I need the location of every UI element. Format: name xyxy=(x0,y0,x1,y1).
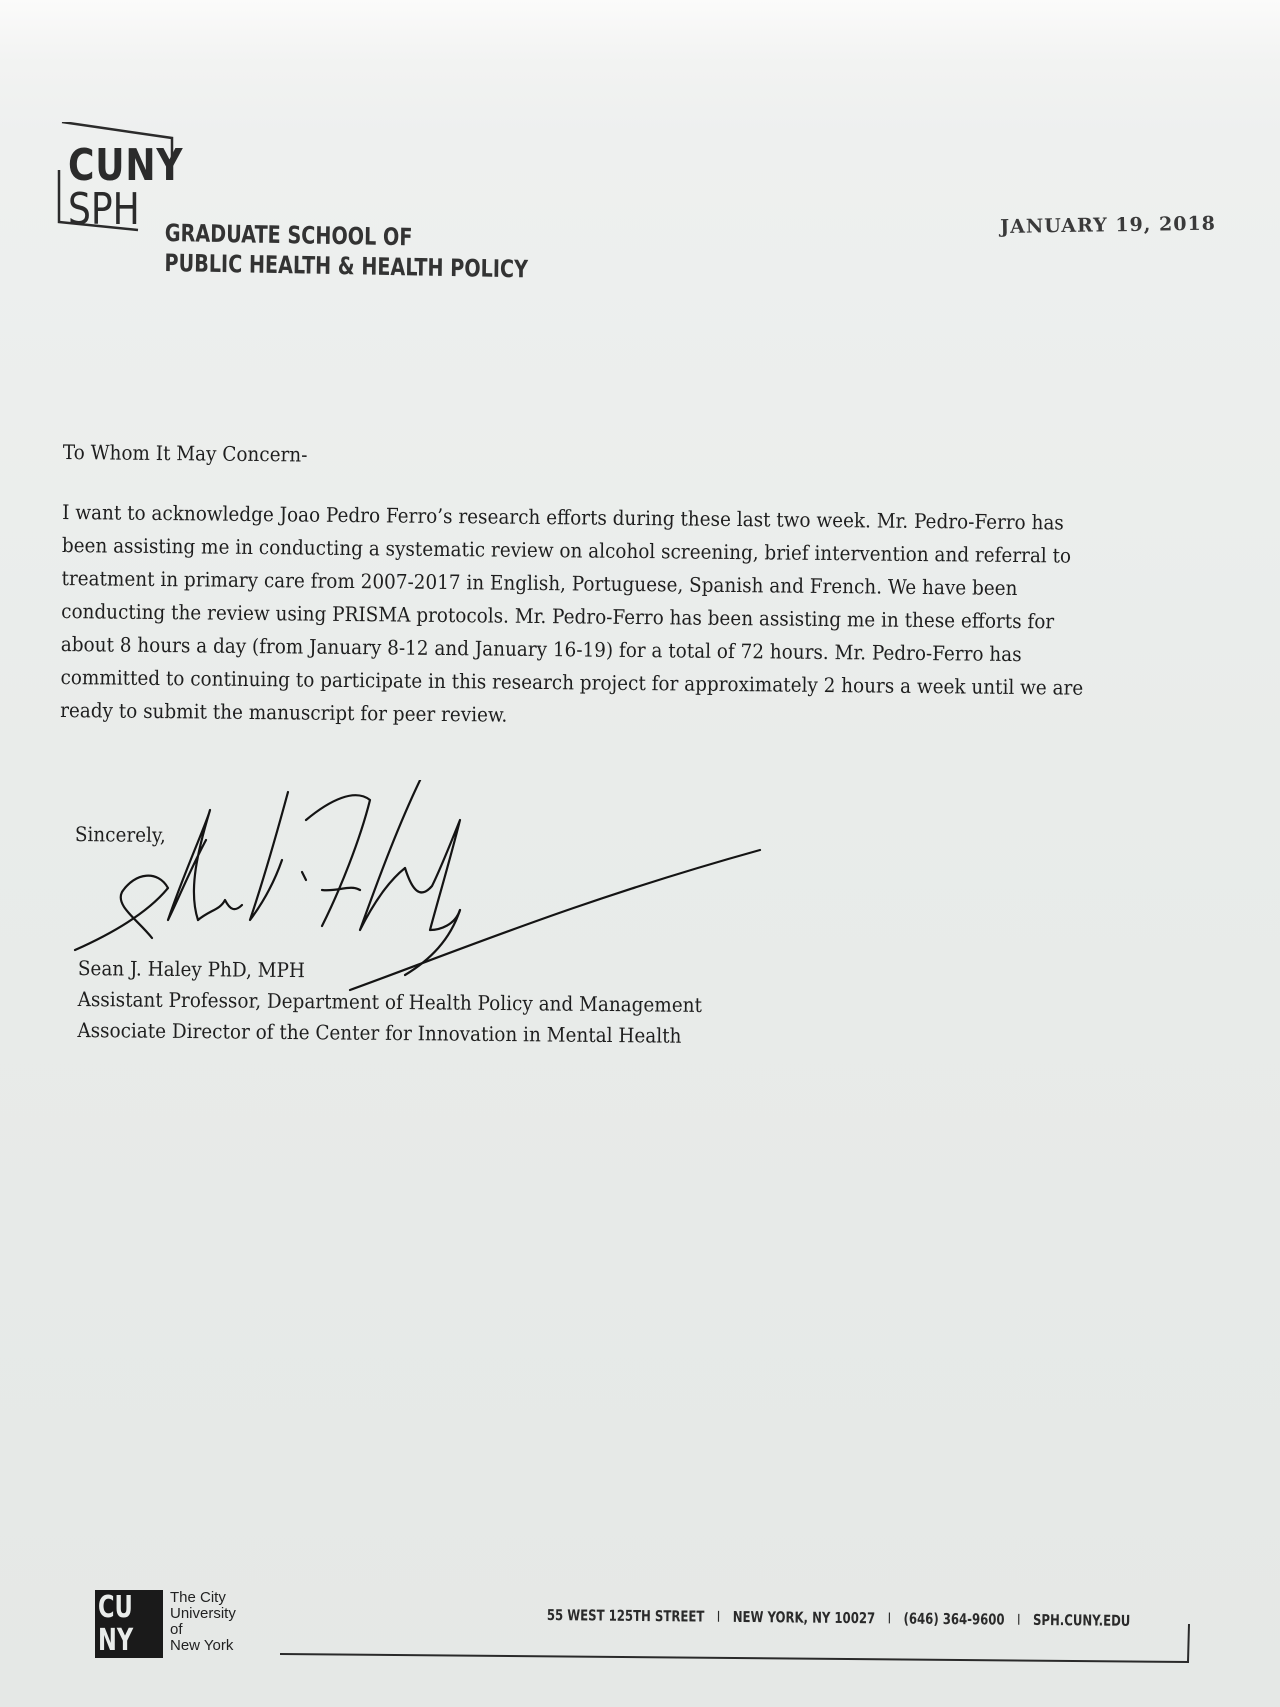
footer-separator: I xyxy=(716,1607,721,1626)
footer-website: SPH.CUNY.EDU xyxy=(1032,1610,1131,1630)
letter-date: JANUARY 19, 2018 xyxy=(1000,212,1217,238)
cuny-footer-logo xyxy=(95,1590,255,1660)
closing: Sincerely, xyxy=(74,822,166,848)
university-name xyxy=(170,1590,236,1654)
school-name-line2: PUBLIC HEALTH & HEALTH POLICY xyxy=(164,248,529,284)
university-name-line: The City xyxy=(170,1589,226,1606)
paper-fold-shadow xyxy=(0,0,1280,90)
university-name-line: of xyxy=(170,1621,183,1638)
footer-street: 55 WEST 125TH STREET xyxy=(546,1606,705,1626)
university-name-line: University xyxy=(170,1605,236,1622)
body-line: conducting the review using PRISMA protocols. Mr. Pedro-Ferro has been assisting me in these efforts for xyxy=(61,598,1055,634)
body-line: about 8 hours a day (from January 8-12 and January 16-19) for a total of 72 hours. Mr. Pedro-Ferro has xyxy=(60,631,1022,667)
cuny-block-logo xyxy=(95,1590,163,1658)
signatory-title-2: Associate Director of the Center for Innovation in Mental Health xyxy=(77,1017,682,1048)
letter-content xyxy=(60,440,1263,740)
footer-phone: (646) 364-9600 xyxy=(903,1609,1005,1629)
signatory-title-1: Assistant Professor, Department of Health Policy and Management xyxy=(77,986,703,1017)
signatory-name: Sean J. Haley PhD, MPH xyxy=(77,955,306,983)
cuny-sph-logo xyxy=(56,122,184,248)
body-line: I want to acknowledge Joao Pedro Ferro’s research efforts during these last two week. Mr. Pedro-Ferro has xyxy=(62,499,1064,535)
footer-separator: I xyxy=(887,1609,892,1628)
footer-separator: I xyxy=(1017,1610,1021,1629)
salutation: To Whom It May Concern- xyxy=(62,440,308,467)
body-line: been assisting me in conducting a systematic review on alcohol screening, brief intervention and referral to xyxy=(61,532,1072,568)
signature-block xyxy=(77,953,702,1052)
logo-letters-bottom: NY xyxy=(98,1623,134,1658)
logo-sph-text: SPH xyxy=(68,184,140,235)
university-name-line: New York xyxy=(170,1637,234,1654)
school-name xyxy=(164,218,528,284)
body-line: treatment in primary care from 2007-2017 in English, Portuguese, Spanish and French. We have been xyxy=(61,565,1018,601)
body-line: committed to continuing to participate in this research project for approximately 2 hours a week until we are xyxy=(60,664,1084,700)
footer-rule-line xyxy=(280,1622,1200,1672)
logo-cuny-text: CUNY xyxy=(68,140,184,191)
body-line: ready to submit the manuscript for peer review. xyxy=(60,697,508,727)
school-name-line1: GRADUATE SCHOOL OF xyxy=(164,218,413,252)
footer-city: NEW YORK, NY 10027 xyxy=(732,1607,876,1628)
body-paragraph xyxy=(60,496,1111,738)
logo-letters-top: CU xyxy=(98,1590,133,1625)
